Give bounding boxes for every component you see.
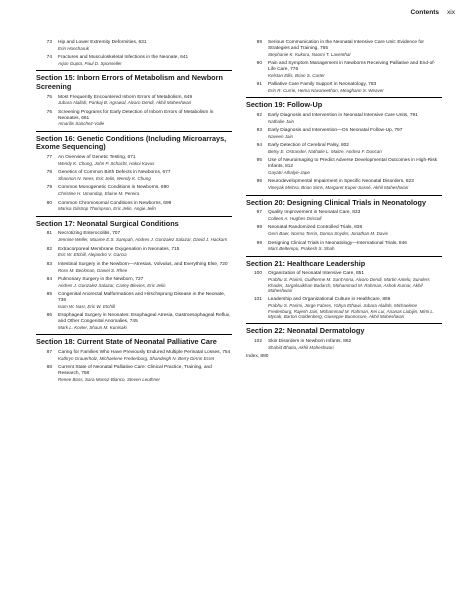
entry-body [268, 82, 442, 93]
chapter-title[interactable]: Quality Improvement in Neonatal Care, 833 [268, 210, 361, 216]
left-column [36, 40, 232, 386]
toc-entry[interactable] [246, 179, 442, 190]
section-heading[interactable]: Section 16: Genetic Conditions (Including Microarrays, Exome Sequencing) [36, 131, 232, 152]
toc-entry[interactable] [36, 247, 232, 258]
toc-entry[interactable] [36, 262, 232, 273]
chapter-authors: Marc Beltempo, Prakesh S. Shah [268, 246, 335, 252]
chapter-number: 80 [46, 200, 52, 206]
chapter-title[interactable]: Use of Neuroimaging to Predict Adverse Developmental Outcomes in High-Risk Infants, 812 [268, 158, 438, 170]
toc-entry[interactable] [36, 365, 232, 382]
chapter-number: 75 [46, 94, 52, 100]
chapter-authors: Amarilis Sanchez-Valle [58, 121, 105, 127]
chapter-title[interactable]: Necrotizing Enterocolitis, 707 [58, 231, 121, 237]
chapter-authors: Prabhu S. Parimi, Jorge Fabres, Yahya Ethawi, Jubara Alallah, Michaelene Fredenburg, Rajesh Jain, Mohammad M. Rahman, Kei Lui, Arianas Liubijin, Mimi L. Mynak, Barton Goldenberg, Giuseppe Buonocore, Akhil Maheshwari [268, 303, 435, 320]
entry-body [268, 297, 442, 319]
entry-body [58, 313, 232, 330]
chapter-title[interactable]: Current State of Neonatal Palliative Care: Clinical Practice, Training, and Research, 758 [58, 365, 212, 376]
chapter-number: 90 [256, 61, 262, 66]
toc-entry[interactable] [36, 110, 232, 127]
section-heading[interactable]: Section 15: Inborn Errors of Metabolism and Newborn Screening [36, 70, 232, 91]
entry-body [268, 61, 442, 78]
entry-body [268, 225, 442, 236]
chapter-number: 102 [253, 339, 262, 345]
page-number: xix [446, 9, 455, 16]
chapter-title[interactable]: Serious Communication in the Neonatal Intensive Care Unit: Evidence for Strategies and Training, 765 [268, 40, 424, 51]
chapter-title[interactable]: Neurodevelopmental Impairment in Specific Neonatal Disorders, 823 [268, 179, 414, 185]
left-top-entries [36, 40, 232, 66]
running-title: Contents [410, 9, 440, 16]
toc-entry[interactable] [246, 297, 442, 319]
chapter-number: 89 [256, 40, 262, 45]
chapter-title[interactable]: Extracorporeal Membrane Oxygenation in Neonates, 715 [58, 246, 180, 252]
toc-entry[interactable] [36, 350, 232, 361]
chapter-title[interactable]: Common Monogenetic Conditions in Newborns, 690 [58, 185, 169, 191]
entry-body [268, 210, 442, 221]
toc-entry[interactable] [36, 277, 232, 288]
chapter-authors: Stephanie K. Kukora, Naomi T. Laventhal [268, 51, 351, 57]
chapter-title[interactable]: Early Detection of Cerebral Palsy, 802 [268, 143, 349, 149]
section-heading[interactable]: Section 17: Neonatal Surgical Conditions [36, 216, 232, 229]
toc-entry[interactable] [246, 143, 442, 154]
chapter-authors: Naveen Jain [268, 133, 294, 139]
chapter-authors: Vineyak Mishra, Brian Sims, Margaret Kuper-Sassé, Akhil Maheshwari [268, 185, 409, 191]
chapter-title[interactable]: Palliative Care Family Support in Neonatology, 783 [268, 82, 377, 87]
chapter-title[interactable]: Screening Programs for Early Detection of Inborn Errors of Metabolism in Neonates, 661 [58, 109, 214, 121]
left-sections [36, 70, 232, 382]
toc-section [36, 334, 232, 382]
toc-entry[interactable] [36, 201, 232, 212]
toc-section [246, 195, 442, 252]
chapter-authors: Andres J. Gonzalez Salazar, Carley Blevins, Eric Jelin [58, 282, 166, 288]
entry-body [58, 95, 232, 106]
chapter-authors: Prabhu S. Parimi, Guilherme M. Sant'Anna, Alvaro Dendi, Martin Antelo, Sunders Khader, Jargalsaikhan Badarch, Mohammad M. Rahman, Ashok Kumar, Akhil Maheshwari [268, 277, 430, 294]
toc-section [36, 70, 232, 126]
chapter-title[interactable]: Early Diagnosis and Intervention—On Neonatal Follow-Up, 797 [268, 128, 403, 133]
chapter-number: 78 [46, 170, 52, 176]
chapter-number: 101 [253, 297, 262, 303]
entry-body [268, 241, 442, 252]
chapter-authors: Gerri Baer, Norma Terrin, Donna Snyder, Jonathan M. Davis [268, 231, 388, 237]
chapter-authors: Mark L. Kovler, Shaun M. Kunisaki [58, 324, 127, 330]
chapter-authors: Marisa Gilstrop Thompson, Eric Jelin, Angie Jelin [58, 206, 156, 212]
chapter-number: 82 [46, 246, 52, 252]
index-entry[interactable]: Index, 880 [246, 354, 269, 360]
entry-body [58, 350, 232, 361]
toc-entry[interactable] [246, 271, 442, 293]
toc-entry[interactable] [246, 61, 442, 78]
entry-body [58, 277, 232, 288]
chapter-authors: Nathalie Jain [268, 118, 295, 124]
entry-body [58, 155, 232, 166]
chapter-authors: Shahid Bhatia, Akhil Maheshwari [268, 344, 334, 350]
right-sections [246, 97, 442, 350]
right-column [246, 40, 442, 360]
chapter-number: 97 [256, 210, 262, 216]
toc-entry[interactable] [246, 128, 442, 139]
toc-entry[interactable] [36, 95, 232, 106]
toc-entry[interactable] [36, 40, 232, 51]
chapter-number: 74 [46, 55, 52, 61]
entry-body [58, 201, 232, 212]
chapter-number: 98 [256, 225, 262, 231]
chapter-authors: Colleen A. Hughes Driscoll [268, 216, 322, 221]
chapter-number: 77 [46, 154, 52, 160]
chapter-title[interactable]: Pain and Symptom Management in Newborns Receiving Palliative and End-of-Life Care, 776 [268, 61, 436, 72]
chapter-number: 81 [46, 231, 52, 237]
chapter-authors: Shannon N. Nees, Eric Jelin, Wendy K. Chung [58, 175, 151, 181]
toc-entry[interactable] [36, 231, 232, 242]
toc-entry[interactable] [246, 82, 442, 93]
chapter-title[interactable]: Designing Clinical Trials in Neonatology—International Trials, 846 [268, 240, 407, 246]
chapter-number: 92 [256, 112, 262, 118]
chapter-title[interactable]: Early Diagnosis and Intervention in Neonatal Intensive Care Units, 791 [268, 112, 418, 118]
chapter-title[interactable]: Fractures and Musculoskeletal Infections in the Neonate, 641 [58, 55, 189, 61]
chapter-title[interactable]: Genetics of Common Birth Defects in Newborns, 677 [58, 170, 171, 176]
chapter-authors: Jennine Weller, Maame E.S. Sampah, Andres J. Gonzalez Salazar, David J. Hackam [58, 237, 228, 243]
chapter-number: 83 [46, 261, 52, 267]
chapter-authors: Wendy K. Chung, John P. Schacht, Hakoi Kavus [58, 160, 155, 166]
entry-body [268, 271, 442, 293]
chapter-title[interactable]: Pulmonary Surgery in the Newborn, 727 [58, 277, 144, 282]
chapter-authors: Kathryn Grauerholz, Michaelene Fredenburg, Shandeigh N. Berry DiAnn Ecret [58, 355, 215, 361]
chapter-number: 85 [46, 292, 52, 298]
chapter-number: 84 [46, 277, 52, 282]
toc-entry[interactable] [36, 185, 232, 196]
chapter-authors: Arjun Gupta, Paul D. Sponseller [58, 61, 122, 66]
section-heading[interactable]: Section 19: Follow-Up [246, 97, 442, 110]
chapter-number: 73 [46, 40, 52, 45]
chapter-title[interactable]: Intestinal Surgery in the Newborn—Atresias, Volvulus, and Everything Else, 720 [58, 261, 228, 267]
chapter-authors: Erin Honcharuk [58, 45, 90, 51]
chapter-number: 91 [256, 82, 262, 87]
toc-entry[interactable] [36, 155, 232, 166]
entry-body [58, 292, 232, 309]
chapter-number: 94 [256, 143, 262, 149]
entry-body [268, 40, 442, 57]
chapter-title[interactable]: Leadership and Organizational Culture in Healthcare, 856 [268, 297, 391, 303]
section-heading[interactable]: Section 22: Neonatal Dermatology [246, 323, 442, 336]
entry-body [58, 247, 232, 258]
toc-section [246, 97, 442, 190]
toc-entry[interactable] [246, 241, 442, 252]
chapter-authors: Kelstan Ellis, Brian S. Carter [268, 72, 325, 78]
toc-entry[interactable] [36, 170, 232, 181]
toc-entry[interactable] [36, 292, 232, 309]
section-heading[interactable]: Section 20: Designing Clinical Trials in Neonatology [246, 195, 442, 208]
toc-entry[interactable] [246, 113, 442, 124]
entry-body [268, 113, 442, 124]
chapter-title[interactable]: An Overview of Genetic Testing, 671 [58, 154, 136, 160]
chapter-authors: Renee Boss, Sara Munoz-Blanco, Steven Leuthner [58, 376, 161, 382]
entry-body [268, 339, 442, 350]
chapter-number: 76 [46, 109, 52, 115]
entry-body [58, 40, 232, 51]
section-heading[interactable]: Section 18: Current State of Neonatal Palliative Care [36, 334, 232, 347]
entry-body [268, 128, 442, 139]
chapter-title[interactable]: Hip and Lower Extremity Deformities, 631 [58, 40, 147, 45]
toc-entry[interactable] [246, 40, 442, 57]
chapter-number: 99 [256, 240, 262, 246]
toc-entry[interactable] [246, 210, 442, 221]
chapter-number: 95 [256, 158, 262, 164]
right-top-entries [246, 40, 442, 93]
toc-section [246, 323, 442, 350]
chapter-authors: Jubara Alallah, Pankaj B. Agrawal, Alvaro Dendi, Akhil Maheshwari [58, 100, 192, 106]
chapter-number: 79 [46, 185, 52, 191]
chapter-authors: Eric W. Etchill, Alejandro V. Garcia [58, 252, 127, 258]
entry-body [58, 170, 232, 181]
chapter-title[interactable]: Most Frequently Encountered Inborn Errors of Metabolism, 649 [58, 94, 193, 100]
chapter-title[interactable]: Skin Disorders in Newborn Infants, 862 [268, 339, 352, 345]
chapter-number: 87 [46, 349, 52, 355]
entry-body [58, 262, 232, 273]
toc-section [36, 216, 232, 330]
chapter-authors: Ross M. Beckman, Daniel S. Rhee [58, 267, 128, 273]
entry-body [58, 231, 232, 242]
chapter-number: 93 [256, 128, 262, 133]
chapter-number: 86 [46, 313, 52, 319]
entry-body [58, 365, 232, 382]
entry-body [268, 143, 442, 154]
chapter-title[interactable]: Neonatal Randomized Controlled Trials, 838 [268, 225, 363, 231]
entry-body [58, 185, 232, 196]
chapter-number: 96 [256, 179, 262, 185]
toc-entry[interactable] [36, 55, 232, 66]
toc-section [36, 131, 232, 212]
chapter-title[interactable]: Congenital Anorectal Malformations and Hirschsprung Disease in the Neonate, 738 [58, 292, 226, 303]
toc-entry[interactable] [36, 313, 232, 330]
chapter-authors: Erin R. Currie, Hema Navaneethan, Meaghann S. Weaver [268, 87, 384, 93]
chapter-authors: Christine H. Umandap, Elaine M. Pereira [58, 191, 140, 197]
page-header [411, 9, 455, 16]
chapter-authors: Betsy E. Ostrander, Nathalie L. Maitre, Andrea F. Duncan [268, 149, 382, 154]
toc-entry[interactable] [246, 225, 442, 236]
section-heading[interactable]: Section 21: Healthcare Leadership [246, 256, 442, 269]
chapter-title[interactable]: Common Chromosomal Conditions in Newborns, 699 [58, 200, 172, 206]
entry-body [268, 158, 442, 175]
chapter-authors: Gayatri Athalye-Jape [268, 170, 310, 175]
chapter-title[interactable]: Esophageal Surgery in Neonates: Esophageal Atresia, Gastroesophageal Reflux, and Other Congenital Anomalies, 745 [58, 313, 231, 324]
toc-entry[interactable] [246, 158, 442, 175]
entry-body [58, 55, 232, 66]
entry-body [268, 179, 442, 190]
toc-section [246, 256, 442, 320]
toc-entry[interactable] [246, 339, 442, 350]
chapter-title[interactable]: Organization of Neonatal Intensive Care, 851 [268, 271, 364, 277]
entry-body [58, 110, 232, 127]
chapter-title[interactable]: Caring for Families Who Have Previously Endured Multiple Perinatal Losses, 754 [58, 349, 231, 355]
chapter-authors: Isam W. Nasr, Eric W. Etchill [58, 303, 115, 309]
chapter-number: 88 [46, 365, 52, 370]
chapter-number: 100 [253, 271, 262, 277]
